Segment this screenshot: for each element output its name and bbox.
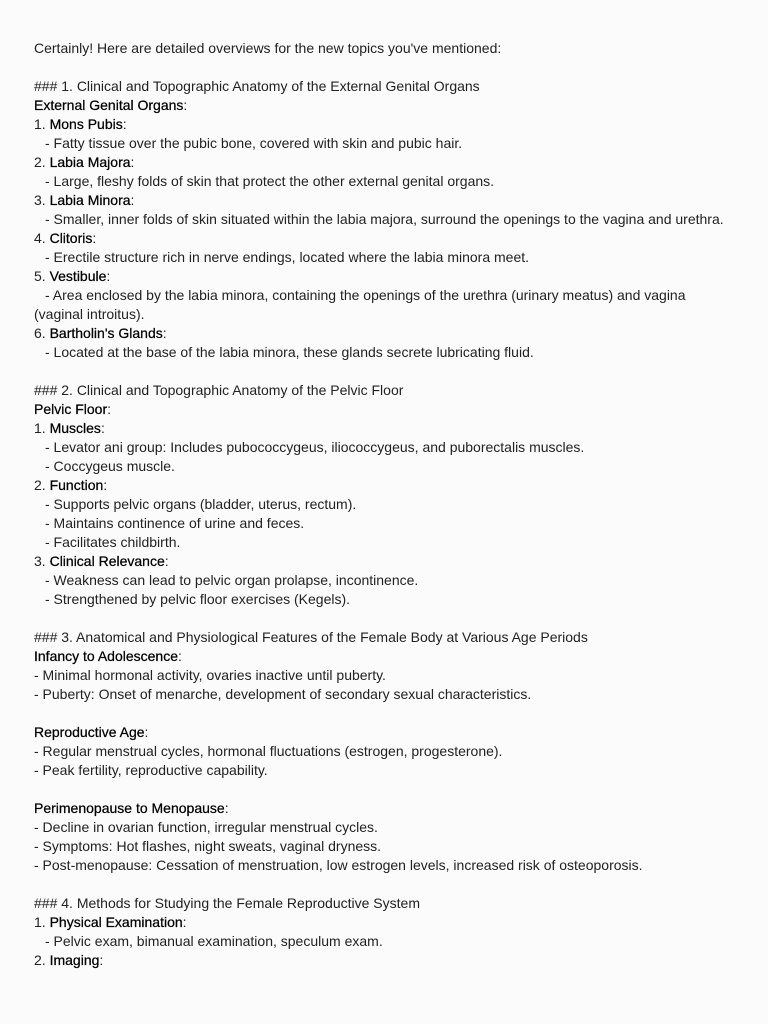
bullet-line: - Large, fleshy folds of skin that protect the other external genital organs. — [45, 173, 495, 189]
bullet-line: - Decline in ovarian function, irregular menstrual cycles. — [34, 819, 378, 835]
bold-term: External Genital Organs — [34, 97, 184, 113]
section-heading: ### 4. Methods for Studying the Female Reproductive System — [34, 895, 420, 911]
subheading-line: 1. Physical Examination: — [34, 914, 187, 930]
section — [34, 381, 734, 609]
section-gap — [34, 362, 734, 381]
section — [34, 77, 734, 362]
bold-term: Mons Pubis — [49, 116, 123, 132]
bullet-line: - Erectile structure rich in nerve endings, located where the labia minora meet. — [45, 249, 530, 265]
section-heading: ### 3. Anatomical and Physiological Features of the Female Body at Various Age Periods — [34, 629, 588, 645]
bullet-line: - Located at the base of the labia minora, these glands secrete lubricating fluid. — [45, 344, 534, 360]
bold-term: Bartholin's Glands — [49, 325, 163, 341]
bullet-line: - Smaller, inner folds of skin situated within the labia majora, surround the openings to the vagina and urethra. — [45, 211, 724, 227]
bullet-line: - Strengthened by pelvic floor exercises (Kegels). — [45, 591, 351, 607]
subheading-line: 5. Vestibule: — [34, 268, 111, 284]
bullet-line: - Pelvic exam, bimanual examination, speculum exam. — [45, 933, 383, 949]
subheading-line: 1. Mons Pubis: — [34, 116, 127, 132]
subheading-line: 3. Labia Minora: — [34, 192, 135, 208]
bold-term: Muscles — [49, 420, 101, 436]
bullet-line: - Post-menopause: Cessation of menstruation, low estrogen levels, increased risk of osteoporosis. — [34, 857, 643, 873]
subheading-line: 2. Function: — [34, 477, 108, 493]
section-heading: ### 1. Clinical and Topographic Anatomy of the External Genital Organs — [34, 78, 480, 94]
bullet-line: - Levator ani group: Includes pubococcygeus, iliococcygeus, and puborectalis muscles. — [45, 439, 585, 455]
section — [34, 894, 734, 970]
section-gap — [34, 875, 734, 894]
subheading-line: 1. Muscles: — [34, 420, 105, 436]
bold-term: Infancy to Adolescence — [34, 648, 178, 664]
bullet-line: - Minimal hormonal activity, ovaries inactive until puberty. — [34, 667, 386, 683]
bold-term: Reproductive Age — [34, 724, 145, 740]
subheading-line: 2. Imaging: — [34, 952, 104, 968]
bold-term: Clitoris — [49, 230, 93, 246]
bold-term: Pelvic Floor — [34, 401, 108, 417]
bullet-line: - Symptoms: Hot flashes, night sweats, vaginal dryness. — [34, 838, 382, 854]
bullet-line: - Facilitates childbirth. — [45, 534, 181, 550]
bold-term: Function — [49, 477, 104, 493]
subheading-line: Perimenopause to Menopause: — [34, 800, 229, 816]
bold-term: Clinical Relevance — [49, 553, 165, 569]
bold-term: Labia Majora — [49, 154, 131, 170]
subheading-line: 3. Clinical Relevance: — [34, 553, 169, 569]
bullet-line: - Weakness can lead to pelvic organ prolapse, incontinence. — [45, 572, 419, 588]
bullet-line: - Area enclosed by the labia minora, containing the openings of the urethra (urinary meatus) and vagina (vaginal introitus). — [34, 287, 686, 322]
intro-text: Certainly! Here are detailed overviews for the new topics you've mentioned: — [34, 40, 502, 56]
bullet-line: - Regular menstrual cycles, hormonal fluctuations (estrogen, progesterone). — [34, 743, 503, 759]
bullet-line: - Puberty: Onset of menarche, development of secondary sexual characteristics. — [34, 686, 532, 702]
bold-term: Imaging — [49, 952, 100, 968]
bold-term: Labia Minora — [49, 192, 131, 208]
bold-term: Vestibule — [49, 268, 107, 284]
bold-term: Perimenopause to Menopause — [34, 800, 225, 816]
bullet-line: - Maintains continence of urine and feces. — [45, 515, 305, 531]
subheading-line: 6. Bartholin's Glands: — [34, 325, 167, 341]
bold-term: Physical Examination — [49, 914, 183, 930]
subheading-line: Infancy to Adolescence: — [34, 648, 182, 664]
subheading-line: External Genital Organs: — [34, 97, 188, 113]
bullet-line: - Coccygeus muscle. — [45, 458, 175, 474]
subheading-line: 4. Clitoris: — [34, 230, 97, 246]
bullet-line: - Supports pelvic organs (bladder, uterus, rectum). — [45, 496, 357, 512]
section — [34, 628, 734, 875]
section-gap — [34, 609, 734, 628]
blank-line — [34, 704, 734, 723]
blank-line — [34, 780, 734, 799]
subheading-line: 2. Labia Majora: — [34, 154, 135, 170]
section-heading: ### 2. Clinical and Topographic Anatomy of the Pelvic Floor — [34, 382, 404, 398]
subheading-line: Reproductive Age: — [34, 724, 149, 740]
bullet-line: - Fatty tissue over the pubic bone, covered with skin and pubic hair. — [45, 135, 463, 151]
subheading-line: Pelvic Floor: — [34, 401, 112, 417]
bullet-line: - Peak fertility, reproductive capability. — [34, 762, 268, 778]
sections-container — [34, 77, 734, 970]
